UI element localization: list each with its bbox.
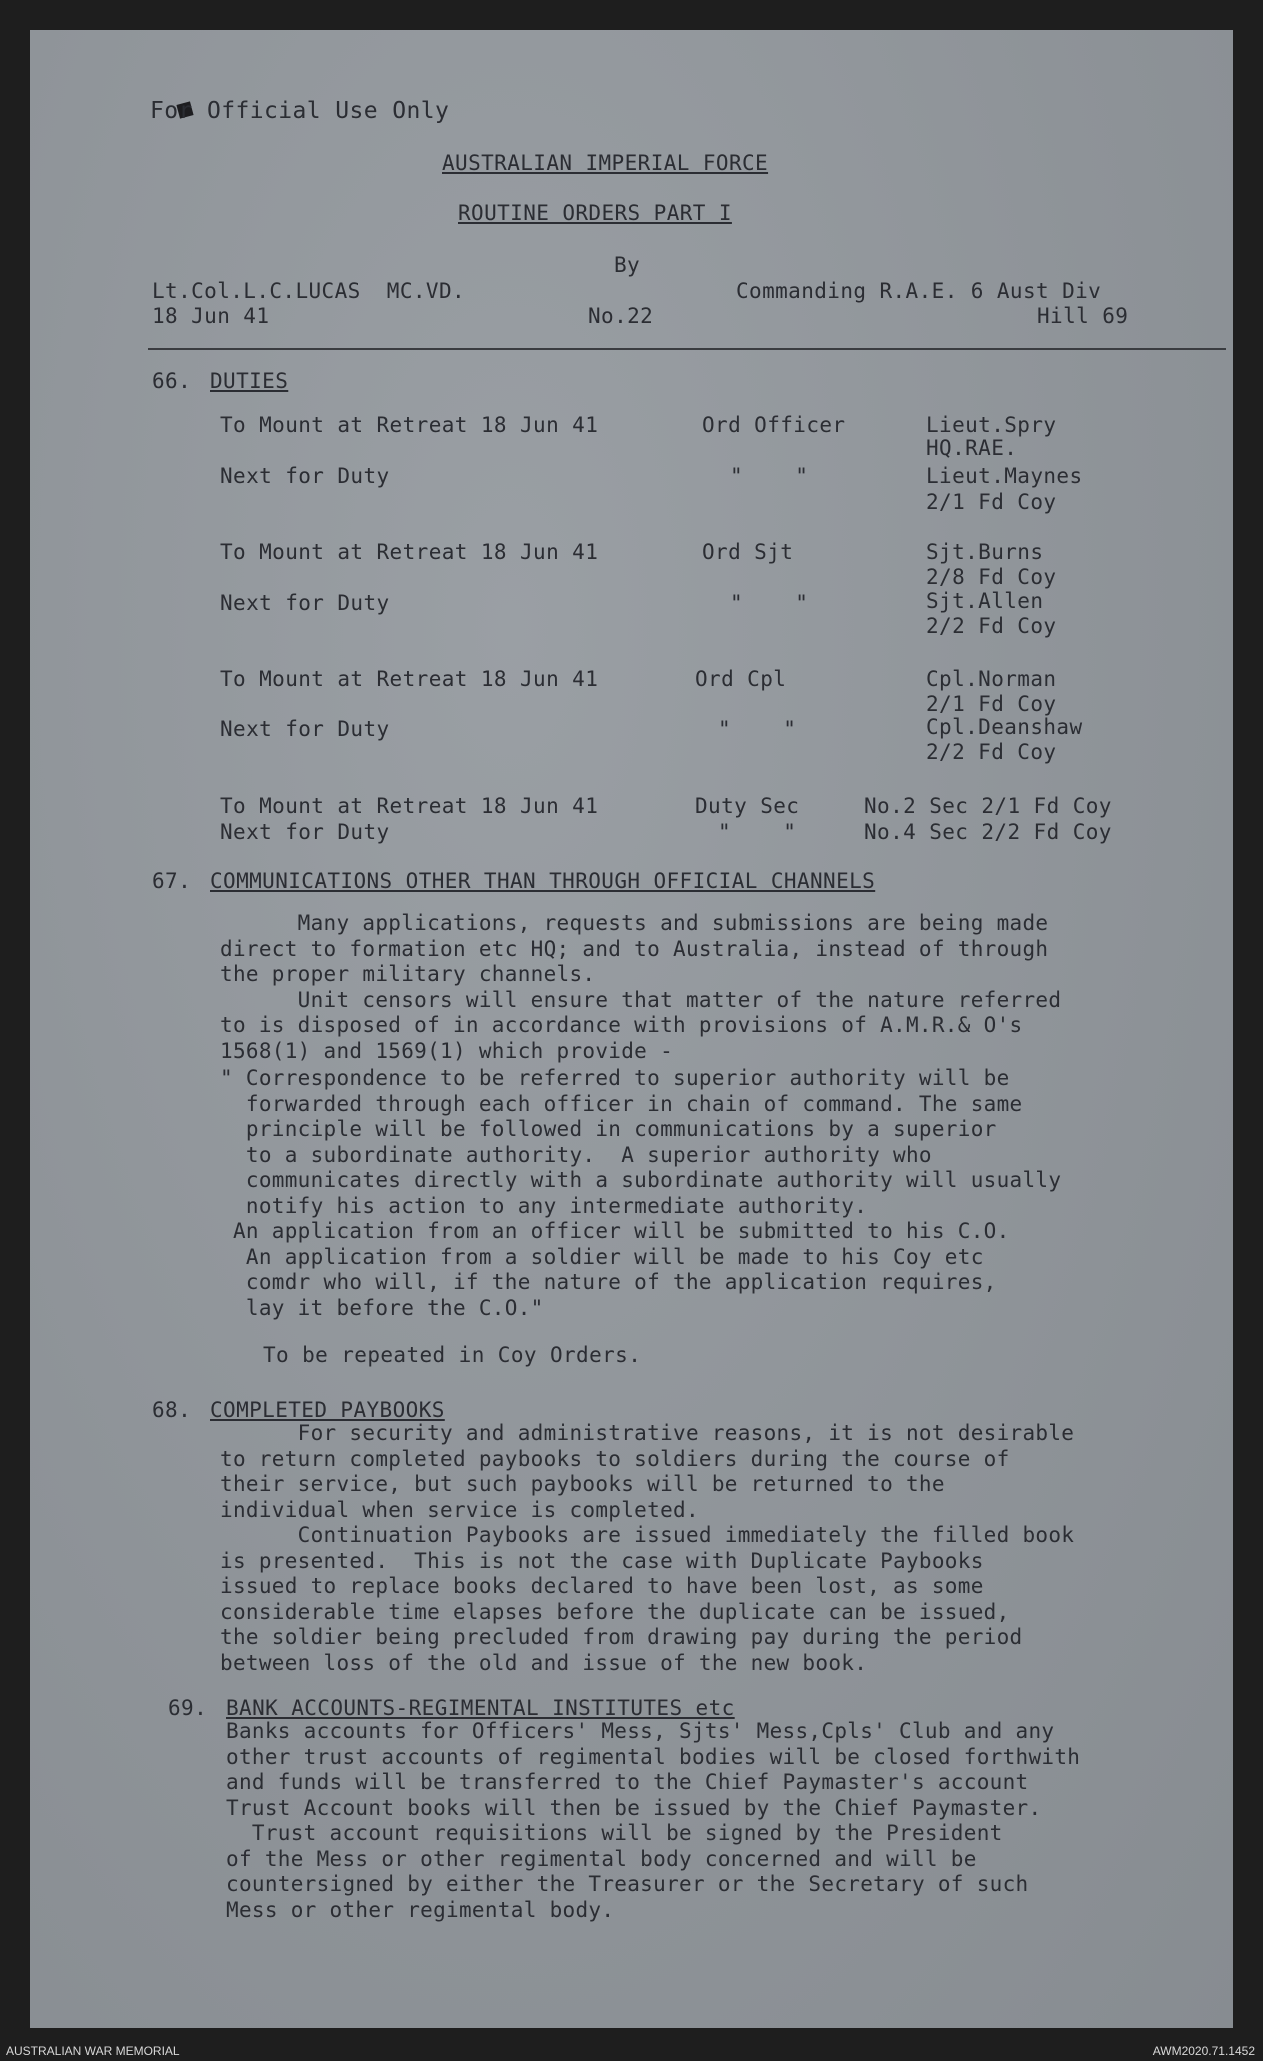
section-paragraph: For security and administrative reasons, it is not desirable to return completed paybooks to soldiers during the course of their service, but such paybooks will be returned to the individual when service is completed. Continuation Paybooks are issued immediately the filled book is presented. This is not the case with Duplicate Paybooks issued to replace books declared to have been lost, as some considerable time elapses before the duplicate can be issued, the soldier being precluded from drawing pay during the period between loss of the old and issue of the new book. bbox=[220, 1421, 1075, 1675]
officer-name: Lt.Col.L.C.LUCAS MC.VD. bbox=[152, 279, 466, 303]
section-number: 69. bbox=[168, 1696, 208, 1720]
by-line: By bbox=[614, 253, 641, 277]
duty-row-mid: " " bbox=[730, 591, 809, 615]
duty-row-name: Sjt.Allen bbox=[926, 589, 1044, 613]
section-heading: COMPLETED PAYBOOKS bbox=[210, 1398, 445, 1422]
repeat-note: To be repeated in Coy Orders. bbox=[263, 1343, 642, 1367]
duty-row-left: To Mount at Retreat 18 Jun 41 bbox=[220, 540, 599, 564]
classification-line: For Official Use Only bbox=[150, 98, 450, 124]
duty-row-name: Lieut.Maynes bbox=[926, 464, 1083, 488]
duty-row-left: Next for Duty bbox=[220, 464, 390, 488]
duty-row-name: Lieut.Spry bbox=[926, 413, 1057, 437]
section-paragraph: Many applications, requests and submissions are being made direct to formation etc HQ; and to Australia, instead of through the proper military channels. Unit censors will ensure that matter of the nature referred to is disposed of in accordance with provisions of A.M.R.& O's 1568(1) and 1569(1) which provide - bbox=[220, 911, 1062, 1063]
section-number: 67. bbox=[152, 869, 192, 893]
duty-sec-mid: Duty Sec bbox=[695, 794, 800, 818]
duty-row-name: Cpl.Norman bbox=[926, 667, 1057, 691]
archive-name: AUSTRALIAN WAR MEMORIAL bbox=[6, 2044, 180, 2058]
title-orders: ROUTINE ORDERS PART I bbox=[458, 201, 732, 225]
duty-row-name: Cpl.Deanshaw bbox=[926, 715, 1083, 739]
order-date: 18 Jun 41 bbox=[152, 304, 270, 328]
duty-sec-left: Next for Duty bbox=[220, 820, 390, 844]
duty-sec-mid: " " bbox=[718, 820, 797, 844]
duty-row-left: To Mount at Retreat 18 Jun 41 bbox=[220, 667, 599, 691]
section-paragraph: Banks accounts for Officers' Mess, Sjts' Mess,Cpls' Club and any other trust accounts of regimental bodies will be closed forthwith and funds will be transferred to the Chief Paymaster's account Trust Account books will then be issued by the Chief Paymaster. Trust account requisitions will be signed by the President of the Mess or other regimental body concerned and will be countersigned by either the Treasurer or the Secretary of such Mess or other regimental body. bbox=[226, 1719, 1081, 1922]
command-line: Commanding R.A.E. 6 Aust Div bbox=[736, 279, 1102, 303]
duty-row-unit: 2/1 Fd Coy bbox=[926, 692, 1057, 716]
duty-row-name: Sjt.Burns bbox=[926, 540, 1044, 564]
duty-row-left: To Mount at Retreat 18 Jun 41 bbox=[220, 413, 599, 437]
duty-row-unit: HQ.RAE. bbox=[926, 436, 1018, 460]
archive-footer bbox=[0, 2042, 1263, 2061]
section-heading: DUTIES bbox=[210, 369, 289, 393]
duty-row-mid: Ord Officer bbox=[702, 413, 846, 437]
order-location: Hill 69 bbox=[1037, 304, 1129, 328]
duty-row-mid: Ord Cpl bbox=[695, 667, 787, 691]
document-page bbox=[30, 30, 1233, 2028]
duty-row-mid: " " bbox=[718, 717, 797, 741]
duty-row-unit: 2/8 Fd Coy bbox=[926, 565, 1057, 589]
duty-row-unit: 2/2 Fd Coy bbox=[926, 740, 1057, 764]
section-heading: COMMUNICATIONS OTHER THAN THROUGH OFFICIAL CHANNELS bbox=[210, 869, 876, 893]
section-number: 66. bbox=[152, 369, 192, 393]
section-heading: BANK ACCOUNTS-REGIMENTAL INSTITUTES etc bbox=[226, 1696, 735, 1720]
duty-sec-right: No.2 Sec 2/1 Fd Coy bbox=[864, 794, 1112, 818]
duty-row-mid: " " bbox=[730, 464, 809, 488]
duty-row-left: Next for Duty bbox=[220, 717, 390, 741]
duty-row-left: Next for Duty bbox=[220, 591, 390, 615]
title-force: AUSTRALIAN IMPERIAL FORCE bbox=[442, 151, 769, 175]
duty-sec-right: No.4 Sec 2/2 Fd Coy bbox=[864, 820, 1112, 844]
section-number: 68. bbox=[152, 1398, 192, 1422]
quoted-regulation: " Correspondence to be referred to superior authority will be forwarded through each officer in chain of command. The same principle will be followed in communications by a superior to a subordinate authority. A superior authority who communicates directly with a subordinate authority will usually notify his action to any intermediate authority. An application from an officer will be submitted to his C.O. An application from a soldier will be made to his Coy etc comdr who will, if the nature of the application requires, lay it before the C.O." bbox=[220, 1066, 1062, 1320]
archive-reference: AWM2020.71.1452 bbox=[1152, 2044, 1255, 2058]
header-rule bbox=[148, 348, 1226, 350]
duty-sec-left: To Mount at Retreat 18 Jun 41 bbox=[220, 794, 599, 818]
duty-row-unit: 2/2 Fd Coy bbox=[926, 614, 1057, 638]
duty-row-unit: 2/1 Fd Coy bbox=[926, 490, 1057, 514]
order-number: No.22 bbox=[588, 304, 654, 328]
duty-row-mid: Ord Sjt bbox=[702, 540, 794, 564]
